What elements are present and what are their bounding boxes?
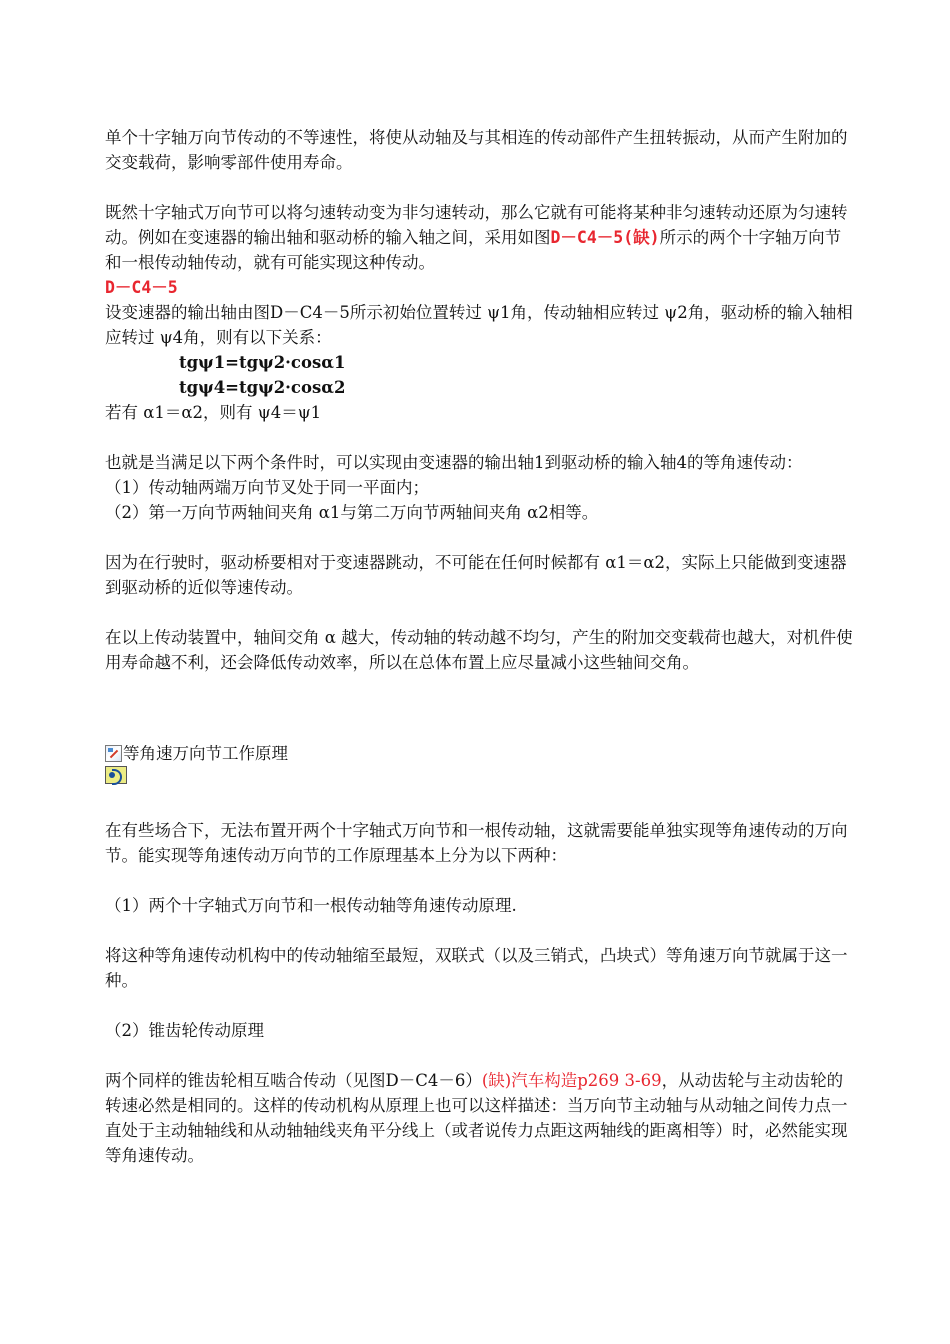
condition-2: （2）第一万向节两轴间夹角 α1与第二万向节两轴间夹角 α2相等。 [105,503,599,522]
section-title-line [105,741,855,766]
paragraph-10-text-b: ，从动齿轮与主动齿轮的转速必然是相同的。这样的传动机构从原理上也可以这样描述：当万向节主动轴与从动轴之间传力点一直处于主动轴轴线和从动轴轴线夹角平分线上（或者说传力点距这两轴线的距离相等）时，必然能实现等角速传动。 [105,1071,848,1165]
sound-icon[interactable] [105,766,127,784]
condition-1: （1）传动轴两端万向节叉处于同一平面内； [105,478,429,497]
paragraph-2-text-b: 所示的两个十字轴万向节和一根传动轴传动，就有可能实现这种传动。 [105,228,842,272]
paragraph-7: 在以上传动装置中，轴间交角 α 越大，传动轴的转动越不均匀，产生的附加交变载荷也越大，对机件使用寿命越不利，还会降低传动效率，所以在总体布置上应尽量减小这些轴间交角。 [105,628,853,672]
paragraph-8: 在有些场合下，无法布置开两个十字轴式万向节和一根传动轴，这就需要能单独实现等角速传动的万向节。能实现等角速传动万向节的工作原理基本上分为以下两种： [105,821,848,865]
paragraph-10 [105,1068,855,1168]
paragraph-2 [105,200,855,275]
figure-label: D－C4－5 [105,278,178,297]
paragraph-6: 因为在行驶时，驱动桥要相对于变速器跳动，不可能在任何时候都有 α1＝α2，实际上只能做到变速器到驱动桥的近似等速传动。 [105,553,847,597]
formula-2: tgψ4=tgψ2·cosα2 [179,378,346,397]
paragraph-10-text-a: 两个同样的锥齿轮相互啮合传动（见图D－C4－6） [105,1071,482,1090]
formula-1: tgψ1=tgψ2·cosα1 [179,353,346,372]
paragraph-1: 单个十字轴万向节传动的不等速性，将使从动轴及与其相连的传动部件产生扭转振动，从而产生附加的交变载荷，影响零部件使用寿命。 [105,128,848,172]
figure-link-d-c4-6[interactable]: (缺)汽车构造p269 3-69 [481,1071,662,1090]
document-page [105,125,855,1168]
item-1: （1）两个十字轴式万向节和一根传动轴等角速传动原理. [105,896,517,915]
paragraph-2-text-a: 既然十字轴式万向节可以将匀速转动变为非匀速转动，那么它就有可能将某种非匀速转动还原为匀速转动。例如在变速器的输出轴和驱动桥的输入轴之间，采用如图 [105,203,848,247]
section-title: 等角速万向节工作原理 [123,744,288,763]
sound-icon-line [105,766,855,784]
paragraph-3: 设变速器的输出轴由图D－C4－5所示初始位置转过 ψ1角，传动轴相应转过 ψ2角，驱动桥的输入轴相应转过 ψ4角，则有以下关系： [105,303,853,347]
paragraph-9: 将这种等角速传动机构中的传动轴缩至最短，双联式（以及三销式，凸块式）等角速万向节就属于这一种。 [105,946,848,990]
broken-image-icon [105,745,122,762]
paragraph-4: 若有 α1＝α2，则有 ψ4＝ψ1 [105,403,322,422]
figure-link-d-c4-5[interactable]: D－C4－5(缺) [550,228,660,247]
paragraph-5: 也就是当满足以下两个条件时，可以实现由变速器的输出轴1到驱动桥的输入轴4的等角速传动： [105,453,803,472]
item-2: （2）锥齿轮传动原理 [105,1021,264,1040]
